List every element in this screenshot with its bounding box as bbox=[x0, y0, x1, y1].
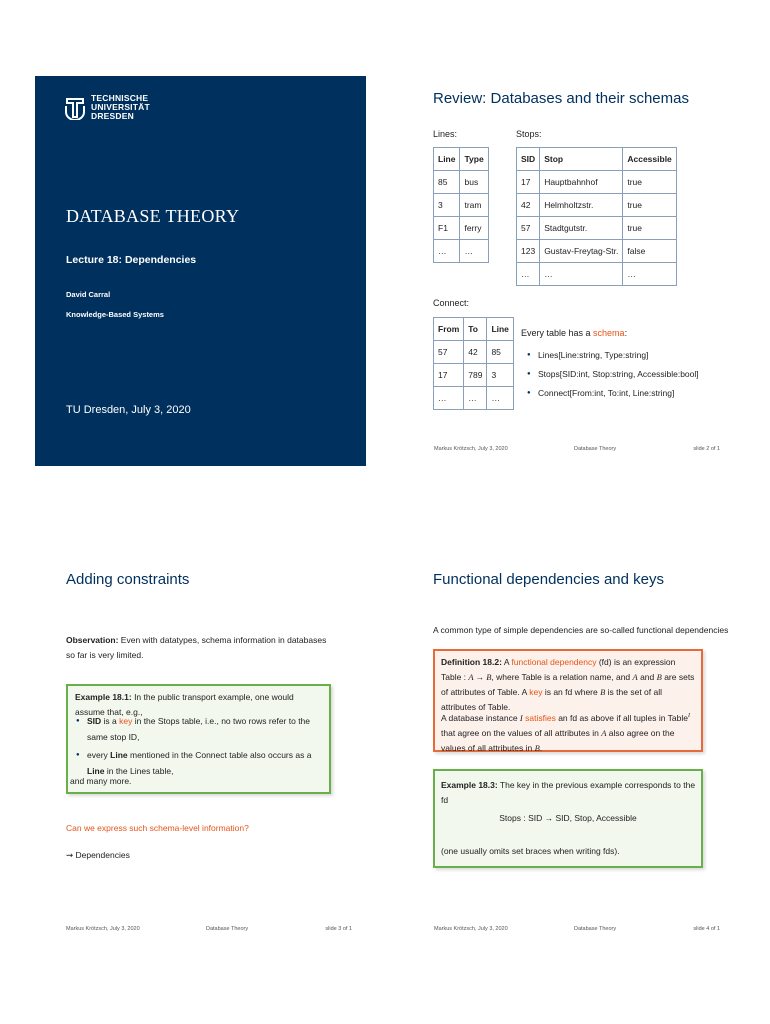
text: (fd) is an expression Table : bbox=[441, 657, 676, 682]
fd-term: functional dependency bbox=[511, 657, 597, 667]
cell: 3 bbox=[487, 364, 513, 387]
squiggle-arrow-icon: ⇝ bbox=[66, 850, 74, 860]
math: A bbox=[632, 672, 638, 682]
tud-emblem-icon bbox=[64, 96, 86, 120]
text: in the Stops table, i.e., no two rows refer to the same stop ID, bbox=[87, 716, 311, 742]
text: In the public transport example, one would assume that, e.g., bbox=[75, 692, 294, 717]
table-row bbox=[434, 217, 489, 240]
key-term: key bbox=[529, 687, 543, 697]
text: mentioned in the Connect table also occurs as a bbox=[127, 750, 312, 760]
table-header: To bbox=[464, 318, 487, 341]
slide-fds bbox=[403, 556, 734, 946]
example-text bbox=[441, 778, 697, 808]
text: A database instance bbox=[441, 712, 520, 723]
cell: true bbox=[623, 171, 676, 194]
math: B bbox=[600, 687, 606, 697]
satisfies-term: satisfies bbox=[522, 712, 556, 723]
tud-logo bbox=[64, 94, 150, 121]
table-header: Type bbox=[460, 148, 488, 171]
math: B bbox=[656, 672, 662, 682]
footer-center: Database Theory bbox=[206, 926, 249, 932]
schema-term: schema bbox=[593, 328, 625, 338]
slide-title-text: Adding constraints bbox=[66, 571, 190, 588]
text: is the set of all attributes of Table. bbox=[441, 687, 662, 712]
slide-title bbox=[35, 76, 366, 466]
cell: … bbox=[434, 387, 464, 410]
example-box bbox=[66, 684, 331, 794]
table-row bbox=[434, 341, 514, 364]
date: TU Dresden, July 3, 2020 bbox=[66, 404, 191, 416]
list-item bbox=[76, 713, 321, 745]
list-item: ● Connect[From:int, To:int, Line:string] bbox=[527, 387, 727, 400]
lines-label: Lines: bbox=[433, 129, 458, 139]
cell: Stadtgutstr. bbox=[540, 217, 623, 240]
text: Even with datatypes, schema information in databases so far is very limited. bbox=[66, 635, 327, 660]
table-header: Line bbox=[434, 148, 460, 171]
table-header: SID bbox=[517, 148, 540, 171]
connect-table bbox=[433, 317, 514, 410]
cell: 789 bbox=[464, 364, 487, 387]
text: SID bbox=[87, 716, 102, 726]
footer-left: Markus Krötzsch, July 3, 2020 bbox=[66, 926, 140, 932]
footer-right: slide 4 of 1 bbox=[693, 926, 720, 932]
text: every bbox=[87, 750, 111, 760]
cell: … bbox=[623, 263, 676, 286]
question: Can we express such schema-level information? bbox=[66, 823, 249, 833]
formula: A → B bbox=[468, 672, 492, 682]
table-header: Accessible bbox=[623, 148, 676, 171]
table-row bbox=[434, 171, 489, 194]
schema-list bbox=[527, 349, 727, 406]
list-item: ● Lines[Line:string, Type:string] bbox=[527, 349, 727, 362]
math: I bbox=[519, 712, 523, 723]
logo-line: DRESDEN bbox=[91, 111, 134, 121]
table-row bbox=[517, 263, 677, 286]
table-row bbox=[434, 387, 514, 410]
cell: true bbox=[623, 217, 676, 240]
example-label: Example 18.3: bbox=[441, 780, 498, 790]
text: and bbox=[637, 672, 657, 682]
footer-right: slide 2 of 1 bbox=[693, 446, 720, 452]
table-header: From bbox=[434, 318, 464, 341]
slide-review bbox=[403, 76, 734, 466]
lecture-title: DATABASE THEORY bbox=[66, 206, 240, 226]
text: Line bbox=[87, 766, 105, 776]
intro-text: A common type of simple dependencies are so-called functional dependencies bbox=[433, 625, 729, 635]
text: in the Lines table, bbox=[104, 766, 174, 776]
example-box bbox=[433, 769, 703, 868]
math: B bbox=[534, 742, 540, 753]
cell: … bbox=[434, 240, 460, 263]
logo-line: TECHNISCHE bbox=[91, 93, 149, 103]
table-row bbox=[517, 171, 677, 194]
lines-table bbox=[433, 147, 489, 263]
math: A bbox=[601, 727, 607, 738]
definition-text bbox=[441, 655, 697, 715]
cell: Helmholtzstr. bbox=[540, 194, 623, 217]
cell: 57 bbox=[517, 217, 540, 240]
footer-left: Markus Krötzsch, July 3, 2020 bbox=[434, 446, 508, 452]
cell: 85 bbox=[487, 341, 513, 364]
table-row bbox=[434, 364, 514, 387]
example-label: Example 18.1: bbox=[75, 692, 132, 702]
author: David Carral bbox=[66, 290, 111, 299]
cell: 123 bbox=[517, 240, 540, 263]
table-row bbox=[517, 194, 677, 217]
text: are sets of attributes of Table. A bbox=[441, 672, 695, 697]
schema-intro bbox=[521, 328, 627, 338]
stops-table bbox=[516, 147, 677, 286]
text: Every table has a bbox=[521, 328, 594, 338]
text: A bbox=[501, 657, 512, 667]
text: is an fd where bbox=[542, 687, 601, 697]
observation-text bbox=[66, 633, 328, 663]
cell: false bbox=[623, 240, 676, 263]
footer-right: slide 3 of 1 bbox=[325, 926, 352, 932]
cell: ferry bbox=[460, 217, 488, 240]
text: that agree on the values of all attributes in bbox=[441, 727, 602, 738]
cell: 17 bbox=[517, 171, 540, 194]
text: an fd as above if all tuples in Table bbox=[555, 712, 688, 723]
observation-label: Observation: bbox=[66, 635, 119, 645]
cell: 85 bbox=[434, 171, 460, 194]
text: Dependencies bbox=[73, 850, 130, 860]
cell: … bbox=[540, 263, 623, 286]
slide-title-text: Functional dependencies and keys bbox=[433, 571, 664, 588]
text: . bbox=[539, 742, 543, 753]
cell: 3 bbox=[434, 194, 460, 217]
math: I bbox=[688, 713, 690, 719]
example-formula: Stops : SID → SID, Stop, Accessible bbox=[499, 813, 637, 823]
cell: … bbox=[460, 240, 488, 263]
cell: 42 bbox=[517, 194, 540, 217]
example-note: (one usually omits set braces when writing fds). bbox=[441, 846, 620, 856]
cell: 17 bbox=[434, 364, 464, 387]
cell: tram bbox=[460, 194, 488, 217]
text: also agree on the values of all attributes in bbox=[441, 727, 675, 753]
key-term: key bbox=[119, 716, 133, 726]
cell: bus bbox=[460, 171, 488, 194]
table-row bbox=[434, 194, 489, 217]
table-header: Line bbox=[487, 318, 513, 341]
example-outro: and many more. bbox=[70, 776, 132, 786]
cell: F1 bbox=[434, 217, 460, 240]
cell: Gustav-Freytag-Str. bbox=[540, 240, 623, 263]
connect-label: Connect: bbox=[433, 298, 470, 308]
stops-label: Stops: bbox=[516, 129, 542, 139]
table-row bbox=[434, 240, 489, 263]
cell: true bbox=[623, 194, 676, 217]
text: : bbox=[624, 328, 628, 338]
text: is a bbox=[101, 716, 120, 726]
cell: 57 bbox=[434, 341, 464, 364]
table-row bbox=[517, 240, 677, 263]
definition-box bbox=[433, 649, 703, 752]
lecture-subtitle: Lecture 18: Dependencies bbox=[66, 254, 197, 266]
slide-constraints bbox=[35, 556, 366, 946]
cell: Hauptbahnhof bbox=[540, 171, 623, 194]
footer-center: Database Theory bbox=[574, 446, 617, 452]
slide-title-text: Review: Databases and their schemas bbox=[433, 90, 689, 107]
text: , where Table is a relation name, and bbox=[491, 672, 633, 682]
logo-line: UNIVERSITÄT bbox=[91, 102, 150, 112]
organization: Knowledge-Based Systems bbox=[66, 310, 164, 319]
cell: … bbox=[487, 387, 513, 410]
footer-left: Markus Krötzsch, July 3, 2020 bbox=[434, 926, 508, 932]
list-item: ● Stops[SID:int, Stop:string, Accessible:bool] bbox=[527, 368, 727, 381]
text: The key in the previous example corresponds to the fd bbox=[441, 780, 696, 805]
cell: 42 bbox=[464, 341, 487, 364]
satisfaction-text bbox=[441, 709, 697, 756]
footer-center: Database Theory bbox=[574, 926, 617, 932]
answer bbox=[66, 848, 130, 863]
table-header: Stop bbox=[540, 148, 623, 171]
table-row bbox=[517, 217, 677, 240]
definition-label: Definition 18.2: bbox=[441, 657, 502, 667]
text: Line bbox=[110, 750, 128, 760]
cell: … bbox=[464, 387, 487, 410]
cell: … bbox=[517, 263, 540, 286]
